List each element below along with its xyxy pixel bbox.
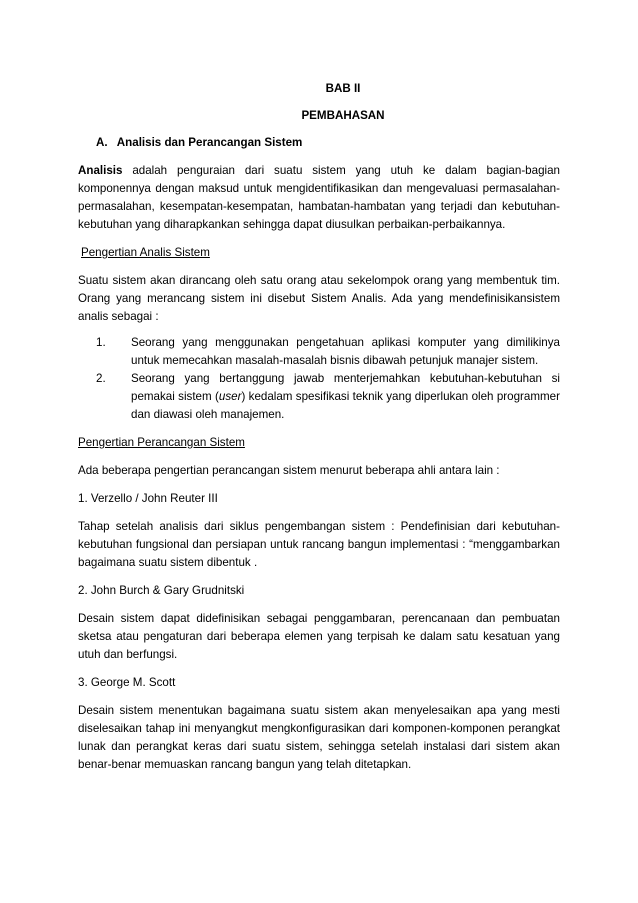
expert-name: 3. George M. Scott — [78, 676, 176, 689]
heading-perancangan-sistem: Pengertian Perancangan Sistem — [78, 436, 245, 449]
section-title: Analisis dan Perancangan Sistem — [116, 136, 303, 149]
analisis-text: adalah penguraian dari suatu sistem yang utuh ke dalam bagian-bagian komponennya dengan maksud untuk mengidentifikasikan dan mengevaluasi permasalahan-permasalahan, kesempatan-kesempatan, hambatan-hambatan yang terjadi dan kebutuhan-kebutuhan yang diharapkankan sehingga dapat diusulkan perbaikan-perbaikannya. — [78, 164, 560, 231]
analisis-paragraph — [78, 162, 560, 234]
analis-paragraph: Suatu sistem akan dirancang oleh satu orang atau sekelompok orang yang membentuk tim. Orang yang merancang sistem ini disebut Sistem Analis. Ada yang mendefinisikansistem analis sebagai : — [78, 274, 560, 323]
list-item — [78, 334, 560, 370]
analisis-term: Analisis — [78, 164, 123, 177]
list-number: 2. — [96, 372, 106, 385]
section-letter: A. — [96, 136, 108, 149]
expert-definition: Desain sistem menentukan bagaimana suatu sistem akan menyelesaikan apa yang mesti diselesaikan tahap ini menyangkut mengkonfigurasikan dari komponen-komponen perangkat lunak dan perangkat keras dari suatu sistem, sehingga setelah instalasi dari sistem akan benar-benar memuaskan rancang bangun yang telah ditetapkan. — [78, 704, 560, 771]
list-item — [78, 370, 560, 424]
expert-name: 1. Verzello / John Reuter III — [78, 492, 218, 505]
list-text: Seorang yang bertanggung jawab menterjemahkan kebutuhan-kebutuhan si pemakai sistem (user) kedalam spesifikasi teknik yang diperlukan oleh programmer dan diawasi oleh manajemen. — [131, 372, 560, 421]
section-heading — [96, 134, 560, 152]
user-term: user — [218, 390, 242, 403]
definition-list — [78, 334, 560, 424]
expert-definition: Tahap setelah analisis dari siklus pengembangan sistem : Pendefinisian dari kebutuhan-kebutuhan fungsional dan persiapan untuk rancang bangun implementasi : “menggambarkan bagaimana suatu sistem dibentuk . — [78, 520, 560, 569]
list-number: 1. — [96, 336, 106, 349]
expert-definition: Desain sistem dapat didefinisikan sebagai penggambaran, perencanaan dan pembuatan sketsa atau pengaturan dari beberapa elemen yang terpisah ke dalam satu kesatuan yang utuh dan berfungsi. — [78, 612, 560, 661]
list-text: Seorang yang menggunakan pengetahuan aplikasi komputer yang dimilikinya untuk memecahkan masalah-masalah bisnis dibawah petunjuk manajer sistem. — [131, 336, 560, 367]
expert-name: 2. John Burch & Gary Grudnitski — [78, 584, 245, 597]
heading-analis-sistem: Pengertian Analis Sistem — [81, 246, 210, 259]
chapter-title: PEMBAHASAN — [301, 109, 385, 122]
chapter-number: BAB II — [325, 82, 361, 95]
intro-paragraph: Ada beberapa pengertian perancangan sistem menurut beberapa ahli antara lain : — [78, 464, 500, 477]
